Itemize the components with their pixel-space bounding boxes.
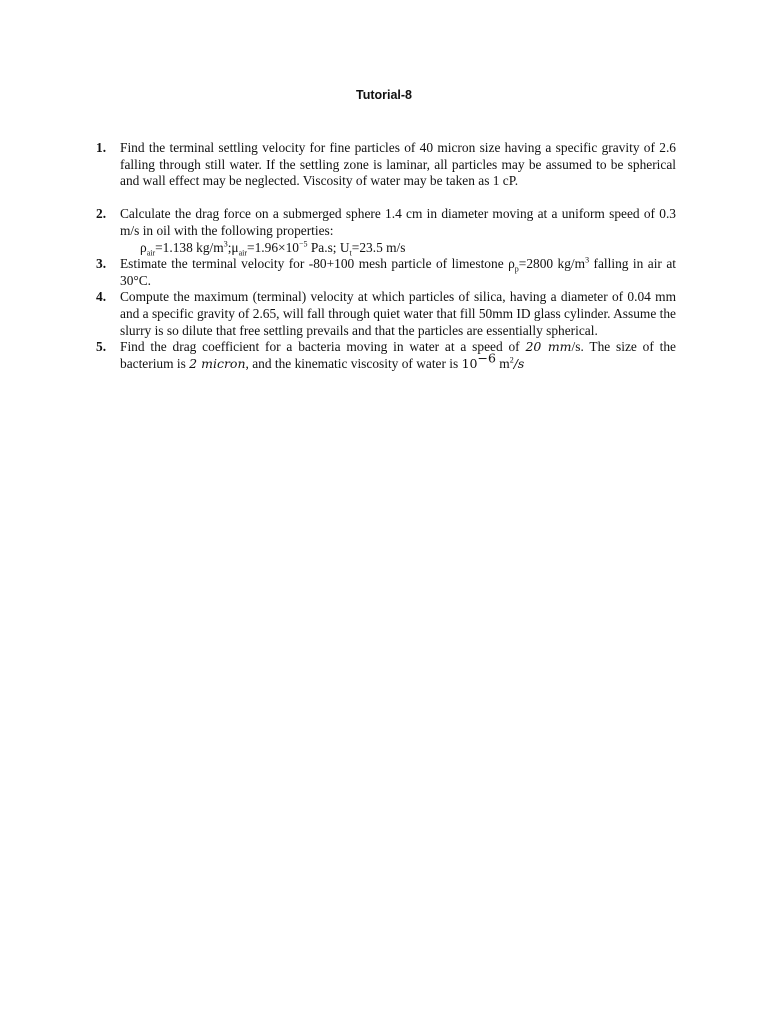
viscosity-exponent: −6 [477,350,496,366]
unit-exponent: 3 [585,255,590,265]
problem-text-part: =2800 kg/m [518,256,586,272]
unit-text: m [495,355,510,371]
problem-text-part: falling in air at 30°C. [120,256,676,288]
problem-text [120,256,676,289]
problem-2 [96,206,676,256]
mu-unit: Pa.s; [307,239,340,255]
problem-list [96,140,676,372]
rho-unit-exponent: 3 [223,239,228,249]
problem-text-part: , and the kinematic viscosity of water is [245,355,462,371]
problem-number: 2. [96,206,107,222]
problem-text-part: /s. The size of the bacterium is [120,339,677,371]
rho-value: =1.138 kg/m [155,239,224,255]
problem-number: 5. [96,339,107,355]
page-title: Tutorial-8 [355,88,413,102]
problem-text: Find the terminal settling velocity for fine particles of 40 micron size having a specific gravity of 2.6 falling through still water. If the settling zone is laminar, all particles may be assumed to be spherical and wall effect may be neglected. Viscosity of water may be taken as 1 cP. [120,140,676,189]
problem-3 [96,256,676,289]
problem-number: 3. [96,256,107,272]
problem-1 [96,140,676,190]
mu-subscript: air [238,248,248,258]
u-symbol: U [339,239,350,255]
problem-4 [96,289,676,339]
problem-number: 1. [96,140,107,155]
rho-subscript: air [146,248,156,258]
problem-body [120,206,676,256]
size-math: 2 micron [189,355,246,371]
viscosity-base: 10 [461,355,478,371]
problem-number: 4. [96,289,107,305]
u-subscript: t [349,248,352,258]
problem-text: Calculate the drag force on a submerged sphere 1.4 cm in diameter moving at a uniform speed of 0.3 m/s in oil with the following properties: [120,206,676,238]
unit-exponent: 2 [509,355,514,365]
problem-text: Compute the maximum (terminal) velocity at which particles of silica, having a diameter of 0.04 mm and a specific gravity of 2.65, will fall through quiet water that fill 50mm ID glass cylinder. Assume the slurry is so dilute that free settling prevails and that the particles are essentially spherical. [120,289,676,338]
problem-text-part: Find the drag coefficient for a bacteria moving in water at a speed of [120,339,526,355]
problem-text-part: Estimate the terminal velocity for -80+100 mesh particle of limestone ρ [120,256,515,272]
mu-exponent: −5 [298,239,308,249]
mu-value: =1.96×10 [247,239,299,255]
u-value: =23.5 m/s [351,239,406,255]
density-subscript: p [514,264,519,274]
rho-symbol: ρ [140,239,147,255]
speed-math: 20 mm [525,339,572,355]
unit-tail: /s [513,355,525,371]
property-separator: ; [227,239,232,255]
problem-text [120,339,676,372]
problem-5 [96,339,676,372]
fluid-properties [120,240,676,257]
mu-symbol: μ [231,239,239,255]
